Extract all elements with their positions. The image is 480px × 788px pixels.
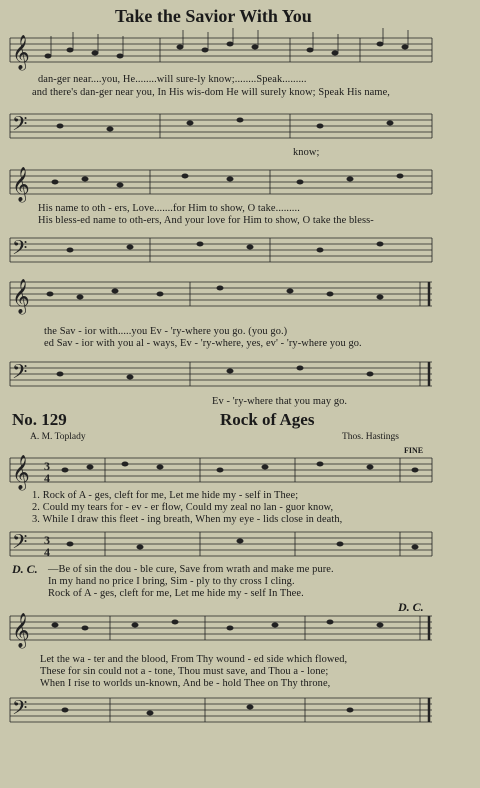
dc-mark: D. C. [398, 600, 424, 614]
bass-clef-icon: 𝄢 [12, 114, 28, 140]
treble-clef-icon: 𝄞 [12, 614, 30, 647]
lyricist: A. M. Toplady [30, 432, 86, 442]
dc-line: Rock of A - ges, cleft for me, Let me hide my - self In Thee. [48, 588, 304, 599]
verse-line: These for sin could not a - tone, Thou must save, and Thou a - lone; [40, 666, 329, 677]
svg-text:3: 3 [44, 459, 50, 473]
treble-clef-icon: 𝄞 [12, 36, 30, 69]
bass-staff-2 [0, 228, 480, 278]
verse-line: 1. Rock of A - ges, cleft for me, Let me hide my - self in Thee; [32, 490, 299, 501]
svg-text:4: 4 [44, 471, 50, 485]
svg-text:3: 3 [44, 533, 50, 547]
bass-staff-3 [0, 352, 480, 402]
song-title: Take the Savior With You [115, 6, 312, 26]
hymn-number: No. 129 [12, 410, 67, 429]
bass-clef-icon: 𝄢 [12, 698, 28, 724]
fine-mark: FINE [404, 446, 424, 455]
verse-line: When I rise to worlds un-known, And be - hold Thee on Thy throne, [40, 678, 331, 689]
treble-staff-3 [0, 272, 480, 322]
bass-clef-icon: 𝄢 [12, 238, 28, 264]
dc-label: D. C. [12, 562, 38, 576]
verse-line: 2. Could my tears for - ev - er flow, Could my zeal no lan - guor know, [32, 502, 334, 513]
dc-line: —Be of sin the dou - ble cure, Save from wrath and make me pure. [48, 564, 334, 575]
lyric-line: ed Sav - ior with you al - ways, Ev - 'ry-where, yes, ev' - 'ry-where you go. [44, 338, 362, 349]
svg-text:4: 4 [44, 545, 50, 559]
bass-staff-1 [0, 104, 480, 154]
lyric-line: dan-ger near....you, He........will sure-ly know;........Speak......... [38, 74, 307, 85]
hymn-bass-staff-2 [0, 688, 480, 738]
lyric-line: His bless-ed name to oth-ers, And your love for Him to show, O take the bless- [38, 215, 374, 226]
bass-lyric: know; [293, 147, 320, 158]
lyric-line: the Sav - ior with.....you Ev - 'ry-where you go. (you go.) [44, 326, 288, 337]
treble-clef-icon: 𝄞 [12, 456, 30, 489]
treble-clef-icon: 𝄞 [12, 280, 30, 313]
composer: Thos. Hastings [342, 432, 399, 442]
hymn-treble-staff-2 [0, 606, 480, 656]
bass-clef-icon: 𝄢 [12, 532, 28, 558]
bass-clef-icon: 𝄢 [12, 362, 28, 388]
verse-line: Let the wa - ter and the blood, From Thy wound - ed side which flowed, [40, 654, 348, 665]
hymn-title: Rock of Ages [220, 410, 315, 429]
dc-line: In my hand no price I bring, Sim - ply to thy cross I cling. [48, 576, 295, 587]
verse-line: 3. While I draw this fleet - ing breath, When my eye - lids close in death, [32, 514, 343, 525]
treble-clef-icon: 𝄞 [12, 168, 30, 201]
lyric-line: His name to oth - ers, Love.......for Him to show, O take......... [38, 203, 300, 214]
bass-lyric: Ev - 'ry-where that you may go. [212, 396, 348, 407]
lyric-line: and there's dan-ger near you, In His wis-dom He will surely know; Speak His name, [32, 87, 390, 98]
